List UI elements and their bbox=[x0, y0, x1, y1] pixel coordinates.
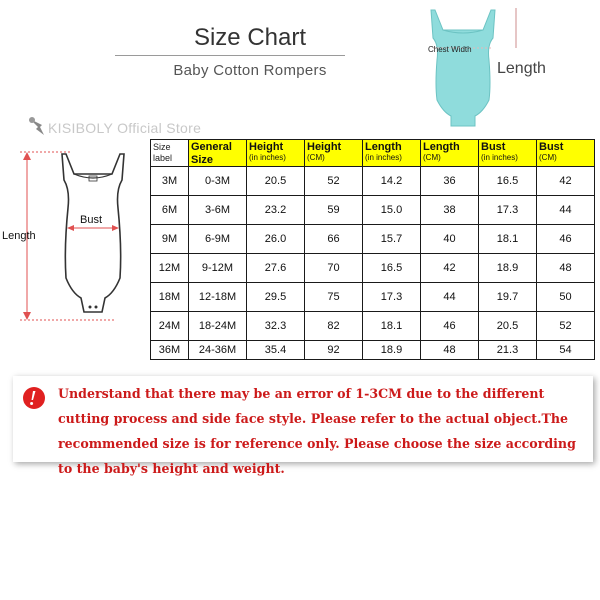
table-row bbox=[151, 167, 595, 196]
table-cell: 18.9 bbox=[363, 341, 421, 360]
table-cell: 70 bbox=[305, 254, 363, 283]
table-cell: 6-9M bbox=[189, 225, 247, 254]
table-cell: 14.2 bbox=[363, 167, 421, 196]
table-cell: 9-12M bbox=[189, 254, 247, 283]
size-chart-title: Size Chart bbox=[193, 24, 307, 51]
header-cell: Bust (CM) bbox=[537, 140, 595, 167]
header-cell: General Size bbox=[189, 140, 247, 167]
table-cell: 27.6 bbox=[247, 254, 305, 283]
table-cell: 16.5 bbox=[479, 167, 537, 196]
table-cell: 46 bbox=[421, 312, 479, 341]
table-cell: 52 bbox=[305, 167, 363, 196]
bust-label: Bust bbox=[80, 214, 103, 226]
table-row bbox=[151, 225, 595, 254]
table-cell: 20.5 bbox=[479, 312, 537, 341]
header-cell: Size label bbox=[151, 140, 189, 167]
table-cell: 16.5 bbox=[363, 254, 421, 283]
table-cell: 24-36M bbox=[189, 341, 247, 360]
warning-icon bbox=[22, 386, 46, 410]
table-cell: 48 bbox=[537, 254, 595, 283]
table-cell: 82 bbox=[305, 312, 363, 341]
table-cell: 46 bbox=[537, 225, 595, 254]
table-header-row bbox=[151, 140, 595, 167]
store-watermark: KISIBOLY Official Store bbox=[48, 120, 202, 136]
table-cell: 42 bbox=[421, 254, 479, 283]
size-label-cell: 24M bbox=[151, 312, 189, 341]
length-label-photo: Length bbox=[497, 60, 546, 77]
size-label-cell: 18M bbox=[151, 283, 189, 312]
table-cell: 18.9 bbox=[479, 254, 537, 283]
table-cell: 44 bbox=[421, 283, 479, 312]
header-cell: Height (CM) bbox=[305, 140, 363, 167]
table-cell: 38 bbox=[421, 196, 479, 225]
table-cell: 42 bbox=[537, 167, 595, 196]
table-cell: 18.1 bbox=[479, 225, 537, 254]
chest-width-label: Chest Width bbox=[428, 45, 472, 54]
header-cell: Height (in inches) bbox=[247, 140, 305, 167]
table-cell: 19.7 bbox=[479, 283, 537, 312]
table-cell: 17.3 bbox=[363, 283, 421, 312]
table-cell: 15.0 bbox=[363, 196, 421, 225]
table-cell: 18-24M bbox=[189, 312, 247, 341]
table-cell: 40 bbox=[421, 225, 479, 254]
table-cell: 50 bbox=[537, 283, 595, 312]
size-label-cell: 6M bbox=[151, 196, 189, 225]
table-cell: 23.2 bbox=[247, 196, 305, 225]
table-row bbox=[151, 254, 595, 283]
table-cell: 0-3M bbox=[189, 167, 247, 196]
table-cell: 75 bbox=[305, 283, 363, 312]
length-measure-bar bbox=[515, 8, 517, 48]
table-cell: 92 bbox=[305, 341, 363, 360]
table-cell: 18.1 bbox=[363, 312, 421, 341]
header-cell: Length (CM) bbox=[421, 140, 479, 167]
header-cell: Length (in inches) bbox=[363, 140, 421, 167]
table-cell: 3-6M bbox=[189, 196, 247, 225]
store-logo-icon bbox=[26, 115, 48, 137]
table-row bbox=[151, 312, 595, 341]
table-cell: 26.0 bbox=[247, 225, 305, 254]
size-table bbox=[150, 139, 595, 360]
table-cell: 48 bbox=[421, 341, 479, 360]
size-chart-subtitle: Baby Cotton Rompers bbox=[173, 62, 327, 79]
size-label-cell: 12M bbox=[151, 254, 189, 283]
size-label-cell: 36M bbox=[151, 341, 189, 360]
size-label-cell: 3M bbox=[151, 167, 189, 196]
table-cell: 12-18M bbox=[189, 283, 247, 312]
table-row bbox=[151, 341, 595, 360]
length-label-sketch: Length bbox=[2, 230, 36, 242]
table-cell: 36 bbox=[421, 167, 479, 196]
notice-text: Understand that there may be an error of 1-3CM due to the different cutting process and side face style. Please refer to the actual object.The recommended size is for reference only. Please choose the size according to the baby's height and weight. bbox=[58, 386, 576, 476]
table-row bbox=[151, 196, 595, 225]
table-cell: 32.3 bbox=[247, 312, 305, 341]
size-label-cell: 9M bbox=[151, 225, 189, 254]
title-divider bbox=[115, 55, 345, 56]
table-cell: 54 bbox=[537, 341, 595, 360]
table-cell: 21.3 bbox=[479, 341, 537, 360]
table-cell: 29.5 bbox=[247, 283, 305, 312]
table-cell: 20.5 bbox=[247, 167, 305, 196]
table-cell: 17.3 bbox=[479, 196, 537, 225]
table-cell: 44 bbox=[537, 196, 595, 225]
table-cell: 59 bbox=[305, 196, 363, 225]
table-row bbox=[151, 283, 595, 312]
table-cell: 66 bbox=[305, 225, 363, 254]
table-cell: 35.4 bbox=[247, 341, 305, 360]
table-cell: 52 bbox=[537, 312, 595, 341]
header-cell: Bust (in inches) bbox=[479, 140, 537, 167]
table-cell: 15.7 bbox=[363, 225, 421, 254]
